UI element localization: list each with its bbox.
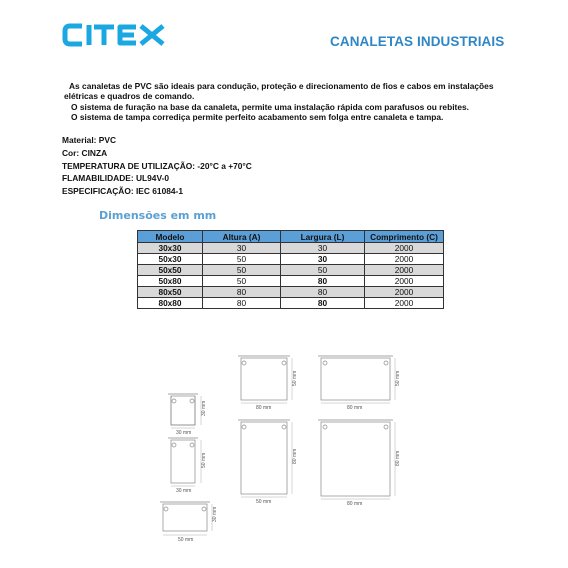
table-cell: 80 [281,287,365,298]
profile-80x50-drawing [238,356,290,400]
table-cell: 50 [281,265,365,276]
table-cell: 80 [203,287,281,298]
width-label: 50 mm [178,537,194,543]
width-label: 80 mm [347,501,363,507]
height-label: 30 mm [201,400,207,416]
spec-standard: ESPECIFICAÇÃO: IEC 61084-1 [62,186,184,197]
table-cell: 2000 [365,243,444,254]
table-cell: 50 [203,254,281,265]
table-cell: 80 [281,298,365,309]
width-label: 50 mm [256,499,272,505]
profile-50x30-drawing [168,438,198,483]
width-label: 30 mm [176,488,192,494]
table-cell: 2000 [365,287,444,298]
width-label: 30 mm [176,430,192,436]
page-title: CANALETAS INDUSTRIAIS [330,34,505,49]
table-cell: 80x80 [138,298,203,309]
spec-color: Cor: CINZA [62,147,108,158]
profile-30x50-drawing [160,502,210,531]
intro-line: elétricas e quadros de comando. [64,91,195,102]
height-label: 30 mm [212,506,218,522]
spec-material: Material: PVC [62,135,116,145]
height-label: 80 mm [292,448,298,464]
table-cell: 80 [281,276,365,287]
height-label: 50 mm [201,452,207,468]
profile-80x80-drawing [318,356,393,400]
table-cell: 30 [281,254,365,265]
intro-line: As canaletas de PVC são ideais para condução, proteção e direcionamento de fios e cabos em instalações [69,81,494,91]
table-cell: 30 [203,243,281,254]
table-cell: 50x80 [138,276,203,287]
profile-80x80-large-drawing [318,420,393,496]
table-cell: 50 [203,276,281,287]
profile-50x80-drawing [238,420,290,494]
table-cell: 80 [203,298,281,309]
table-cell: 30x30 [138,243,203,254]
table-cell: 30 [281,243,365,254]
table-cell: 80x50 [138,287,203,298]
width-label: 80 mm [347,405,363,411]
height-label: 50 mm [395,370,401,386]
column-header: Largura (L) [281,231,365,243]
spec-temperature: TEMPERATURA DE UTILIZAÇÃO: -20°C a +70°C [62,160,252,171]
height-label: 80 mm [395,450,401,466]
table-cell: 50x30 [138,254,203,265]
column-header: Modelo [138,231,203,243]
profile-30x30-drawing [168,394,198,425]
spec-flammability: FLAMABILIDADE: UL94V-0 [62,173,170,184]
table-cell: 2000 [365,298,444,309]
intro-line: O sistema de furação na base da canaleta, permite uma instalação rápida com parafusos ou rebites. [71,101,469,112]
table-cell: 2000 [365,276,444,287]
table-cell: 2000 [365,254,444,265]
width-label: 80 mm [256,405,272,411]
column-header: Comprimento (C) [365,231,444,243]
height-label: 50 mm [292,370,298,386]
table-cell: 50x50 [138,265,203,276]
intro-line: O sistema de tampa corrediça permite perfeito acabamento sem folga entre canaleta e tampa. [71,112,444,123]
table-cell: 50 [203,265,281,276]
dimensions-title: Dimensões em mm [99,209,217,222]
column-header: Altura (A) [203,231,281,243]
table-cell: 2000 [365,265,444,276]
